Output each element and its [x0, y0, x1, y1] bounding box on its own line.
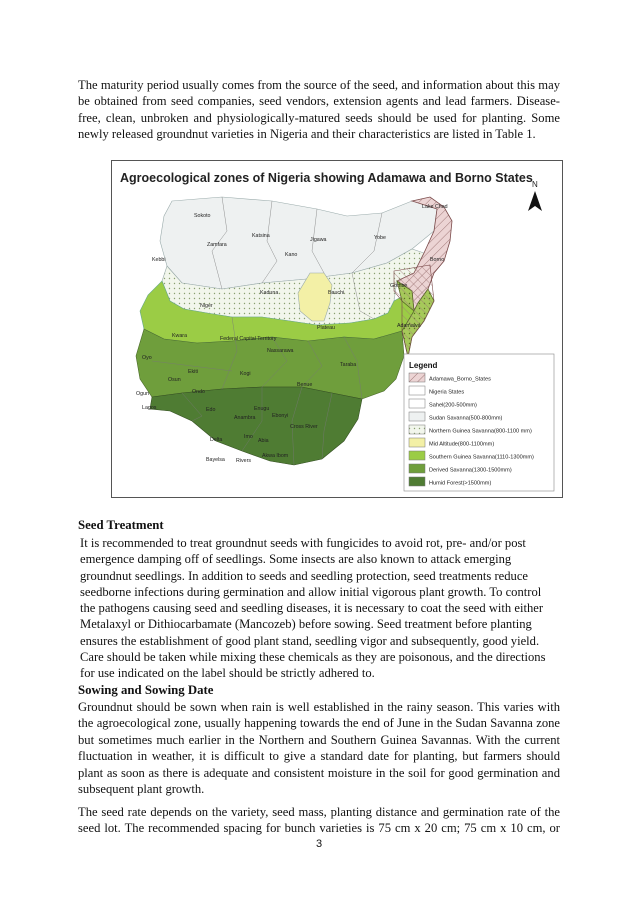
state-label: Niger [200, 303, 213, 309]
text-line: newly released groundnut varieties in Nigeria and their characteristics are listed in Table 1. [78, 127, 536, 142]
state-label: Bayelsa [206, 457, 225, 463]
seed-treatment-paragraph [80, 535, 562, 682]
legend-label: Sahel(200-500mm) [429, 402, 477, 409]
sowing-heading: Sowing and Sowing Date [78, 683, 214, 697]
state-label: Bauchi [328, 290, 345, 296]
legend-swatch [409, 451, 425, 460]
text-line: the agroecological zone, usually happening towards the end of June in the Sudan Savanna zone [78, 716, 560, 731]
legend-label: Southern Guinea Savanna(1110-1300mm) [429, 454, 534, 461]
map-legend [404, 354, 554, 491]
seed-rate-paragraph [78, 804, 560, 837]
legend-label: Humid Forest(>1500mm) [429, 480, 492, 487]
state-label: Kwara [172, 333, 188, 339]
text-line: free, clean, unbroken and physiologically-matured seeds should be used for planting. Some [78, 110, 560, 125]
state-label: Katsina [252, 233, 270, 239]
legend-swatch [409, 412, 425, 421]
text-line: Care should be taken while mixing these chemicals as they are poisonous, and the directions [80, 650, 546, 665]
legend-label: Mid Altitude(800-1100mm) [429, 441, 495, 448]
state-label: Osun [168, 377, 181, 383]
state-label: Cross River [290, 424, 318, 430]
state-label: Kebbi [152, 257, 166, 263]
agroecological-map-figure [111, 160, 563, 498]
legend-swatch [409, 386, 425, 395]
legend-label: Nigeria States [429, 389, 465, 396]
legend-title: Legend [409, 361, 438, 370]
map-svg [112, 161, 562, 497]
text-line: plant as soon as there is adequate and consistent moisture in the soil for good germination and [78, 765, 560, 780]
text-line: but sometimes much earlier in the Northern and Southern Guinea Savannas. With the current [78, 732, 560, 747]
legend-swatch [409, 425, 425, 434]
state-label: Rivers [236, 458, 252, 464]
state-label: Enugu [254, 406, 270, 412]
state-label: Borno [430, 257, 445, 263]
text-line: seedborne infections during germination and allow initial vigorous plant growth. To control [80, 584, 542, 599]
state-label: Edo [206, 407, 216, 413]
legend-swatch [409, 438, 425, 447]
state-label: Kano [285, 252, 298, 258]
state-label: Ogun [136, 391, 149, 397]
text-line: fluctuation in weather, it is difficult to give a standard date for planting, but farmers should [78, 749, 560, 764]
text-line: ensures the establishment of good plant stand, seedling vigor and subsequently, good yield. [80, 633, 540, 648]
text-line: emergence damping off of seedlings. Some insects are also known to attack emerging [80, 552, 512, 567]
text-line: for use indicated on the label should be strictly adhered to. [80, 666, 375, 681]
text-line: Metalaxyl or Dithiocarbamate (Mancozeb) before sowing. Seed treatment before planting [80, 617, 532, 632]
state-label: Lagos [142, 405, 157, 411]
map-title: Agroecological zones of Nigeria showing Adamawa and Borno States [120, 171, 533, 185]
text-line: be obtained from seed companies, seed vendors, extension agents and lead farmers. Disease- [78, 94, 560, 109]
text-line: The maturity period usually comes from the source of the seed, and information about this may [78, 78, 560, 92]
state-label: Yobe [374, 235, 386, 241]
text-line: Groundnut should be sown when rain is well established in the rainy season. This varies with [78, 700, 560, 714]
state-label: Oyo [142, 355, 152, 361]
state-label: Kogi [240, 371, 251, 377]
state-label: Ekiti [188, 369, 199, 375]
text-line: seed lot. The recommended spacing for bunch varieties is 75 cm x 20 cm; 75 cm x 10 cm, or [78, 821, 560, 836]
state-label: Taraba [340, 362, 357, 368]
north-label: N [532, 180, 538, 189]
state-label: Lake Chad [422, 204, 448, 210]
legend-swatch [409, 477, 425, 486]
legend-label: Northern Guinea Savanna(800-1100 mm) [429, 428, 532, 435]
state-label: Kaduna [260, 290, 279, 296]
state-label: Abia [258, 438, 269, 444]
state-label: Plateau [317, 325, 335, 331]
state-label: Delta [210, 437, 223, 443]
state-label: Ondo [192, 389, 205, 395]
state-label: Adamawa [397, 323, 421, 329]
legend-label: Adamawa_Borno_States [429, 376, 491, 383]
state-label: Benue [297, 382, 313, 388]
legend-label: Sudan Savanna(500-800mm) [429, 415, 503, 422]
legend-swatch [409, 373, 425, 382]
state-label: Zamfara [207, 242, 227, 248]
legend-swatch [409, 464, 425, 473]
sowing-paragraph [78, 699, 560, 797]
page-number: 3 [315, 838, 323, 850]
state-label: Akwa Ibom [262, 453, 289, 459]
state-label: Nassarawa [267, 348, 294, 354]
seed-treatment-heading: Seed Treatment [78, 518, 164, 532]
state-label: Gombe [390, 283, 408, 289]
state-label: Sokoto [194, 213, 211, 219]
text-line: It is recommended to treat groundnut seeds with fungicides to avoid rot, pre- and/or post [80, 536, 526, 550]
legend-swatch [409, 399, 425, 408]
state-label: Jigawa [310, 237, 327, 243]
state-label: Federal Capital Territory [220, 336, 277, 342]
humid-forest-zone [150, 387, 362, 465]
state-label: Anambra [234, 415, 256, 421]
state-label: Imo [244, 434, 253, 440]
text-line: The seed rate depends on the variety, seed mass, planting distance and germination rate of the [78, 805, 560, 819]
state-label: Ebonyi [272, 413, 289, 419]
intro-paragraph [78, 77, 560, 143]
text-line: subsequent plant growth. [78, 782, 205, 797]
text-line: groundnut seedlings. In addition to seeds and seedling protection, seed treatments reduce [80, 568, 529, 583]
legend-label: Derived Savanna(1300-1500mm) [429, 467, 512, 474]
text-line: the pathogens causing seed and seedling diseases, it is necessary to coat the seed with either [80, 601, 544, 616]
